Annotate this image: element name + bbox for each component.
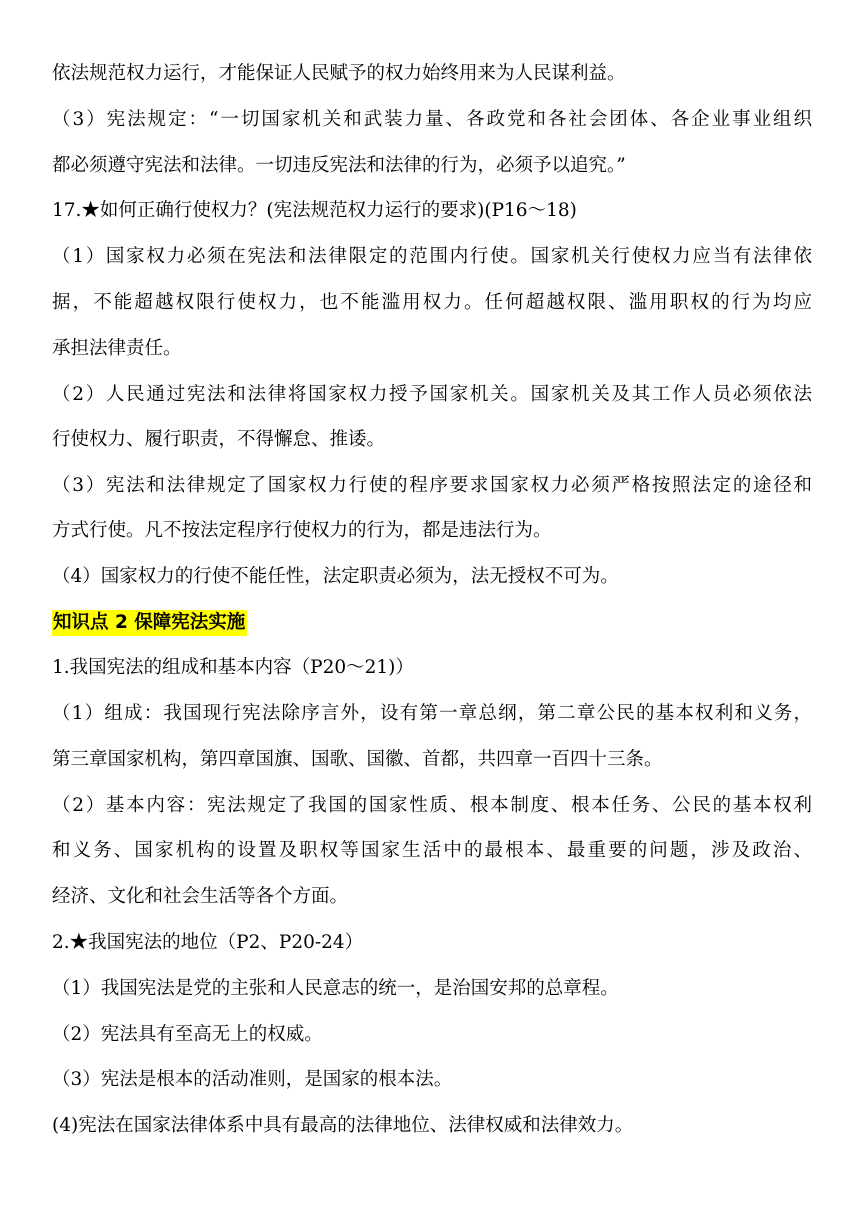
- text-line: （2）人民通过宪法和法律将国家权力授予国家机关。国家机关及其工作人员必须依法: [52, 384, 812, 405]
- text-line: （1）国家权力必须在宪法和法律限定的范围内行使。国家机关行使权力应当有法律依: [52, 246, 812, 267]
- text-line: （3）宪法规定：“一切国家机关和武装力量、各政党和各社会团体、各企业事业组织: [52, 109, 812, 130]
- text-line: （1）组成：我国现行宪法除序言外，设有第一章总纲，第二章公民的基本权利和义务，: [52, 703, 812, 724]
- text-line: 都必须遵守宪法和法律。一切违反宪法和法律的行为，必须予以追究。”: [52, 155, 626, 176]
- text-line: （2）宪法具有至高无上的权威。: [52, 1024, 323, 1045]
- section-heading-line: [52, 610, 812, 636]
- text-line: (4)宪法在国家法律体系中具有最高的法律地位、法律权威和法律效力。: [52, 1115, 634, 1136]
- text-line: （3）宪法和法律规定了国家权力行使的程序要求国家权力必须严格按照法定的途径和: [52, 475, 812, 496]
- text-line: 据，不能超越权限行使权力，也不能滥用权力。任何超越权限、滥用职权的行为均应: [52, 292, 812, 313]
- text-line: 第三章国家机构，第四章国旗、国歌、国徽、首都，共四章一百四十三条。: [52, 749, 663, 770]
- question-heading: 17.★如何正确行使权力？(宪法规范权力运行的要求)(P16～18): [52, 200, 577, 221]
- text-line: 和义务、国家机构的设置及职权等国家生活中的最根本、最重要的问题，涉及政治、: [52, 840, 812, 861]
- text-line: 承担法律责任。: [52, 338, 182, 359]
- text-line: （2）基本内容：宪法规定了我国的国家性质、根本制度、根本任务、公民的基本权利: [52, 795, 812, 816]
- text-line: （3）宪法是根本的活动准则，是国家的根本法。: [52, 1069, 453, 1090]
- text-line: （4）国家权力的行使不能任性，法定职责必须为，法无授权不可为。: [52, 566, 619, 587]
- text-line: 行使权力、履行职责，不得懈怠、推诿。: [52, 429, 386, 450]
- question-heading: 1.我国宪法的组成和基本内容（P20～21)）: [52, 657, 414, 678]
- text-line: 经济、文化和社会生活等各个方面。: [52, 886, 349, 907]
- text-line: 方式行使。凡不按法定程序行使权力的行为，都是违法行为。: [52, 520, 552, 541]
- text-line: （1）我国宪法是党的主张和人民意志的统一，是治国安邦的总章程。: [52, 978, 619, 999]
- section-heading: 知识点 2 保障宪法实施: [52, 610, 247, 636]
- question-heading: 2.★我国宪法的地位（P2、P20-24）: [52, 932, 364, 953]
- text-line: 依法规范权力运行，才能保证人民赋予的权力始终用来为人民谋利益。: [52, 63, 626, 84]
